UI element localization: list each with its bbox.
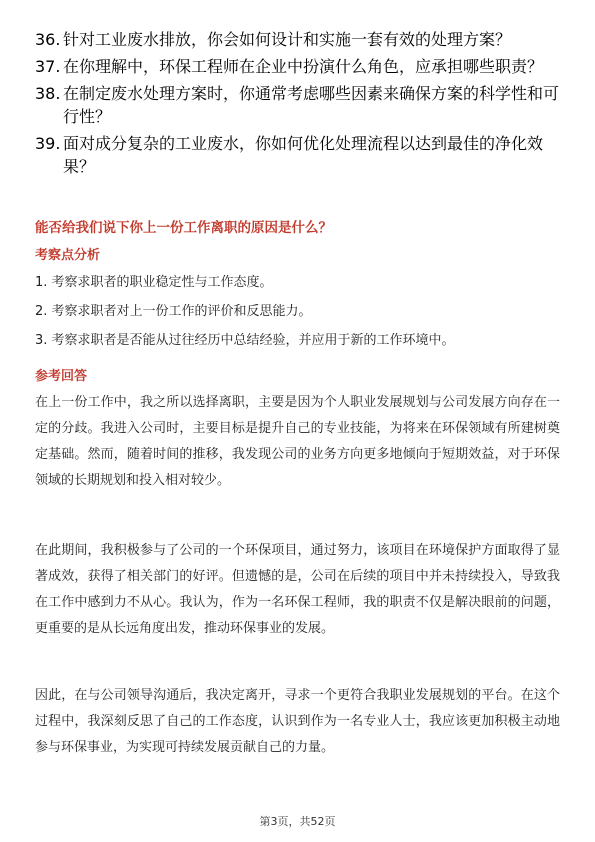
question-list	[35, 28, 560, 182]
analysis-point: 2. 考察求职者对上一份工作的评价和反思能力。	[35, 304, 312, 319]
question-text: 针对工业废水排放，你会如何设计和实施一套有效的处理方案？	[63, 30, 512, 49]
answer-paragraph: 在此期间，我积极参与了公司的一个环保项目，通过努力，该项目在环境保护方面取得了显著成效，获得了相关部门的好评。但遗憾的是，公司在后续的项目中并未持续投入，导致我在工作中感到力不从心。我认为，作为一名环保工程师，我的职责不仅是解决眼前的问题，更重要的是从长远角度出发，推动环保事业的发展。	[35, 543, 560, 636]
analysis-point: 1. 考察求职者的职业稳定性与工作态度。	[35, 275, 273, 290]
analysis-section-title: 考察点分析	[35, 248, 101, 263]
question-text: 在制定废水处理方案时，你通常考虑哪些因素来确保方案的科学性和可行性？	[63, 84, 560, 126]
question-number: 38.	[35, 84, 61, 103]
answer-section-title: 参考回答	[35, 369, 88, 384]
question-item	[35, 28, 560, 51]
question-number: 37.	[35, 57, 61, 76]
question-item	[35, 55, 560, 78]
question-text: 面对成分复杂的工业废水，你如何优化处理流程以达到最佳的净化效果？	[63, 134, 544, 176]
question-item	[35, 82, 560, 128]
page-number-footer: 第3页，共52页	[259, 815, 336, 828]
question-item	[35, 132, 560, 178]
question-text: 在你理解中，环保工程师在企业中扮演什么角色，应承担哪些职责？	[63, 57, 544, 76]
question-number: 39.	[35, 134, 61, 153]
question-number: 36.	[35, 30, 61, 49]
answer-paragraph: 在上一份工作中，我之所以选择离职，主要是因为个人职业发展规划与公司发展方向存在一定的分歧。我进入公司时，主要目标是提升自己的专业技能，为将来在环保领域有所建树奠定基础。然而，随着时间的推移，我发现公司的业务方向更多地倾向于短期效益，对于环保领域的长期规划和投入相对较少。	[35, 395, 560, 488]
main-question-heading: 能否给我们说下你上一份工作离职的原因是什么？	[35, 220, 332, 236]
analysis-point: 3. 考察求职者是否能从过往经历中总结经验，并应用于新的工作环境中。	[35, 333, 455, 348]
answer-paragraph: 因此，在与公司领导沟通后，我决定离开，寻求一个更符合我职业发展规划的平台。在这个过程中，我深刻反思了自己的工作态度，认识到作为一名专业人士，我应该更加积极主动地参与环保事业，为实现可持续发展贡献自己的力量。	[35, 688, 560, 755]
